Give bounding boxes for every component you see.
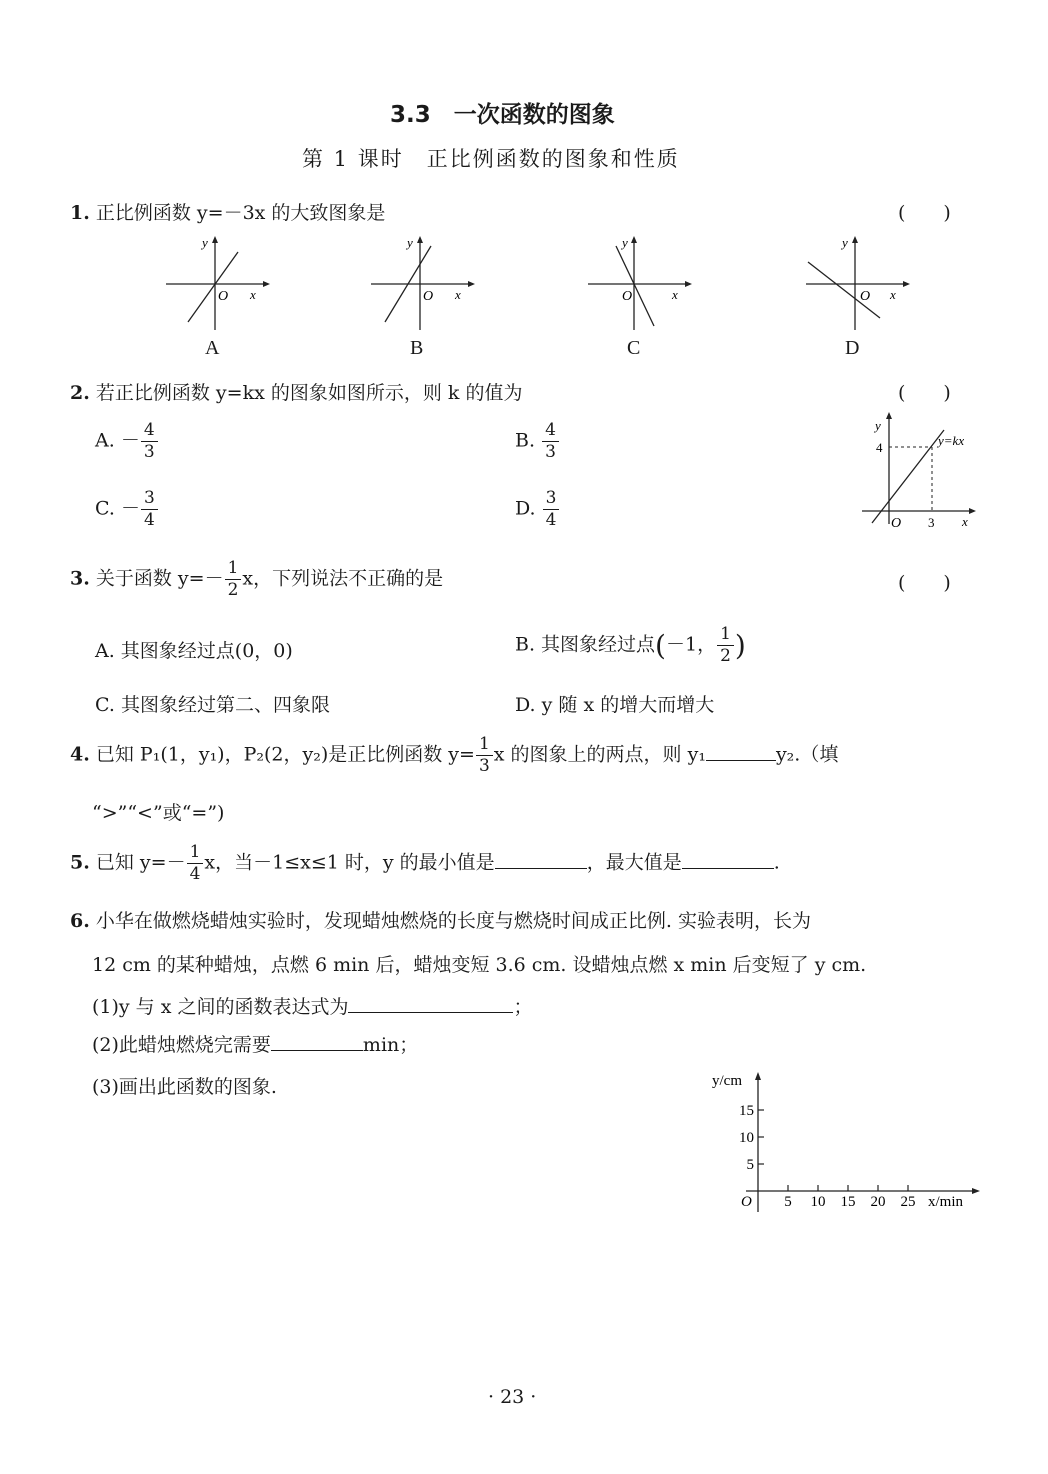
question-6-sub2-end: min； <box>362 1034 419 1056</box>
question-6-sub2 <box>92 1030 418 1057</box>
q2-option-d <box>515 488 560 531</box>
question-3-stem-pre: 关于函数 y=－ <box>95 567 224 590</box>
question-5 <box>70 842 780 885</box>
page-subtitle: 第 1 课时 正比例函数的图象和性质 <box>302 147 680 171</box>
question-5-stem-pre: 已知 y=－ <box>95 851 186 874</box>
fraction-numerator: 3 <box>543 488 560 510</box>
question-6-sub2-blank[interactable] <box>271 1032 363 1051</box>
svg-text:y: y <box>842 235 848 250</box>
q3-option-a: A. 其图象经过点(0，0) <box>95 640 293 662</box>
fraction-numerator: 1 <box>187 842 204 864</box>
q1-option-d-label: D <box>845 337 860 359</box>
question-5-fraction <box>187 842 204 885</box>
q6-graph-ylabel: y/cm <box>712 1073 742 1089</box>
question-5-stem-end: . <box>773 851 780 874</box>
q3-option-b-text: B. 其图象经过点 <box>515 633 656 656</box>
q2-figure-y-tick: 4 <box>876 440 883 455</box>
x-tick-label: 20 <box>870 1194 886 1210</box>
fraction-numerator: 1 <box>225 558 242 580</box>
question-4-fraction <box>476 734 493 777</box>
question-1 <box>70 198 385 225</box>
svg-text:x: x <box>250 287 256 302</box>
question-6-line2: 12 cm 的某种蜡烛，点燃 6 min 后，蜡烛变短 3.6 cm. 设蜡烛点燃 x min 后变短了 y cm. <box>92 954 867 976</box>
question-2 <box>70 378 522 405</box>
fraction-numerator: 4 <box>141 420 158 442</box>
svg-text:y: y <box>875 418 881 433</box>
fraction-numerator: 1 <box>476 734 493 756</box>
svg-text:O: O <box>860 289 871 304</box>
x-tick-label: 10 <box>810 1194 826 1210</box>
question-6-number: 6. <box>70 910 90 932</box>
question-1-number: 1. <box>70 202 90 224</box>
svg-text:O: O <box>891 516 902 528</box>
question-6-sub1-text: (1)y 与 x 之间的函数表达式为 <box>92 996 349 1018</box>
question-5-max-blank[interactable] <box>682 850 774 869</box>
q2-option-b-label: B. <box>515 429 536 452</box>
q6-blank-graph[interactable] <box>706 1064 986 1214</box>
page-number: · 23 · <box>488 1386 537 1408</box>
q2-figure-line-label: y=kx <box>938 433 965 448</box>
question-4-stem-post: y₂.（填 <box>775 743 839 766</box>
x-tick-label: 25 <box>900 1194 916 1210</box>
q2-option-d-fraction <box>543 488 560 531</box>
fraction-denominator: 4 <box>143 510 155 530</box>
q1-graph-d <box>800 232 920 332</box>
question-6-line1: 小华在做燃烧蜡烛实验时，发现蜡烛燃烧的长度与燃烧时间成正比例. 实验表明，长为 <box>95 910 811 932</box>
question-5-min-blank[interactable] <box>495 850 587 869</box>
svg-text:y: y <box>202 235 208 250</box>
question-3-number: 3. <box>70 567 90 590</box>
page-title: 3.3 一次函数的图象 <box>390 102 615 128</box>
q2-option-b <box>515 420 560 463</box>
q1-graph-b <box>365 232 485 332</box>
q2-option-b-fraction <box>542 420 559 463</box>
fraction-numerator: 1 <box>717 624 734 646</box>
question-2-stem: 若正比例函数 y=kx 的图象如图所示，则 k 的值为 <box>95 382 523 404</box>
fraction-denominator: 3 <box>478 756 490 776</box>
question-3-fraction <box>225 558 242 601</box>
q2-option-c-fraction <box>141 488 158 531</box>
q1-option-a-label: A <box>205 337 220 359</box>
q1-option-c-label: C <box>627 337 641 359</box>
question-4-answer-blank[interactable] <box>706 742 776 761</box>
q6-graph-origin: O <box>741 1194 752 1210</box>
q2-option-c <box>95 488 159 531</box>
q2-option-c-sign: － <box>120 497 140 520</box>
svg-text:x: x <box>455 287 461 302</box>
question-3-answer-paren: ( ) <box>898 572 951 594</box>
question-3 <box>70 558 443 601</box>
question-1-answer-paren: ( ) <box>898 202 951 224</box>
y-tick-label: 15 <box>739 1103 754 1119</box>
question-4-line2: “>”“<”或“=”) <box>92 802 225 824</box>
q2-option-a-fraction <box>141 420 158 463</box>
y-tick-label: 10 <box>739 1130 754 1146</box>
question-6-sub1-blank[interactable] <box>348 994 513 1013</box>
q2-option-c-label: C. <box>95 497 115 520</box>
question-6-sub1-end: ； <box>513 996 533 1018</box>
q3-option-b: B. 其图象经过点(－1， $\frac{1}{2}$ ) <box>515 624 746 666</box>
q2-option-d-label: D. <box>515 497 536 520</box>
question-2-number: 2. <box>70 382 90 404</box>
question-4-stem-pre: 已知 P₁(1，y₁)，P₂(2，y₂)是正比例函数 y= <box>95 743 475 766</box>
fraction-numerator: 3 <box>141 488 158 510</box>
question-1-stem: 正比例函数 y=－3x 的大致图象是 <box>95 202 386 224</box>
svg-text:y: y <box>407 235 413 250</box>
question-6 <box>70 906 811 933</box>
y-tick-label: 5 <box>746 1157 754 1173</box>
q3-option-b-point-x: －1， <box>665 633 717 656</box>
svg-text:O: O <box>622 289 633 304</box>
fraction-numerator: 4 <box>542 420 559 442</box>
question-4-number: 4. <box>70 743 90 766</box>
svg-text:y: y <box>622 235 628 250</box>
svg-text:O: O <box>218 289 229 304</box>
q1-graph-a <box>160 232 280 332</box>
svg-text:O: O <box>423 289 434 304</box>
q1-option-b-label: B <box>410 337 424 359</box>
x-tick-label: 5 <box>784 1194 792 1210</box>
fraction-denominator: 4 <box>189 864 201 884</box>
question-4 <box>70 734 838 777</box>
q2-option-a-sign: － <box>120 429 140 452</box>
q2-figure-x-tick: 3 <box>928 515 935 528</box>
q3-option-d: D. y 随 x 的增大而增大 <box>515 694 715 716</box>
q3-option-b-fraction <box>717 624 734 667</box>
question-6-sub1 <box>92 992 533 1019</box>
question-4-stem-mid: x 的图象上的两点，则 y₁ <box>493 743 706 766</box>
svg-text:x: x <box>890 287 896 302</box>
question-6-sub2-text: (2)此蜡烛燃烧完需要 <box>92 1034 271 1056</box>
fraction-denominator: 3 <box>143 442 155 462</box>
q2-figure <box>858 410 983 528</box>
question-5-number: 5. <box>70 851 90 874</box>
question-5-stem-mid: x，当－1≤x≤1 时，y 的最小值是 <box>204 851 495 874</box>
q2-option-a <box>95 420 159 463</box>
fraction-denominator: 3 <box>545 442 556 462</box>
q6-graph-xlabel: x/min <box>928 1194 964 1210</box>
q3-option-c: C. 其图象经过第二、四象限 <box>95 694 330 716</box>
fraction-denominator: 4 <box>545 510 557 530</box>
question-2-answer-paren: ( ) <box>898 382 951 404</box>
q1-graph-c <box>582 232 702 332</box>
fraction-denominator: 2 <box>227 580 239 600</box>
fraction-denominator: 2 <box>720 646 731 666</box>
svg-text:x: x <box>962 514 968 528</box>
question-3-stem-post: x，下列说法不正确的是 <box>242 567 444 590</box>
svg-text:x: x <box>672 287 678 302</box>
question-5-stem-mid2: ，最大值是 <box>586 851 682 874</box>
x-tick-label: 15 <box>840 1194 856 1210</box>
q2-option-a-label: A. <box>95 429 115 452</box>
question-6-sub3: (3)画出此函数的图象. <box>92 1076 277 1098</box>
